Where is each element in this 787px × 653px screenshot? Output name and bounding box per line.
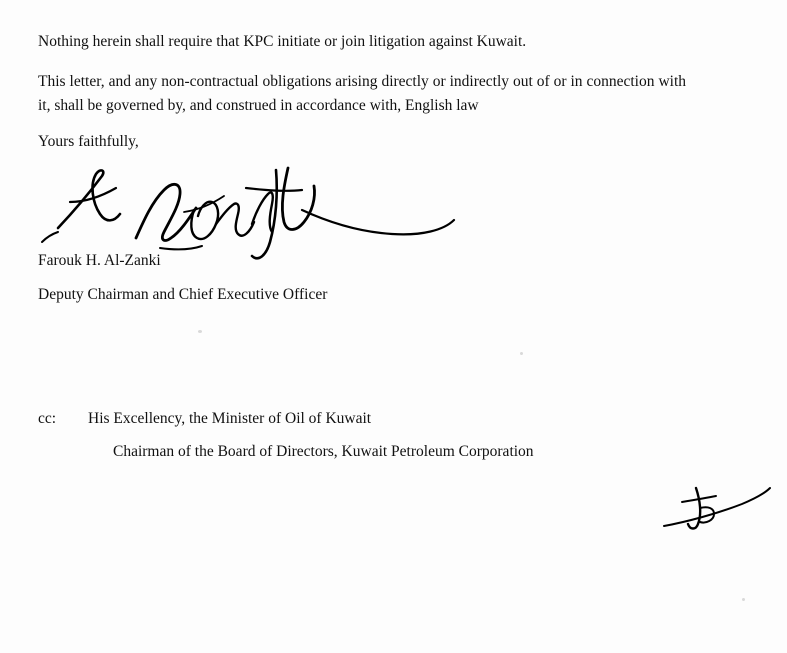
- cc-label: cc:: [38, 410, 57, 427]
- handwritten-initials-icon: [660, 482, 775, 542]
- closing-salutation: Yours faithfully,: [38, 133, 139, 150]
- signer-title: Deputy Chairman and Chief Executive Officer: [38, 286, 328, 303]
- signer-name: Farouk H. Al-Zanki: [38, 252, 161, 269]
- scan-speck: [742, 598, 745, 601]
- cc-recipient-2: Chairman of the Board of Directors, Kuwait Petroleum Corporation: [113, 443, 534, 460]
- cc-recipient-1: His Excellency, the Minister of Oil of Kuwait: [88, 410, 372, 427]
- paragraph-1: Nothing herein shall require that KPC initiate or join litigation against Kuwait.: [38, 33, 527, 50]
- scan-speck: [520, 352, 523, 355]
- paragraph-2: This letter, and any non-contractual obligations arising directly or indirectly out of or in connection with it, shall be governed by, and construed in accordance with, English law: [38, 73, 686, 115]
- handwritten-signature-icon: [40, 150, 460, 265]
- scan-speck: [198, 330, 202, 333]
